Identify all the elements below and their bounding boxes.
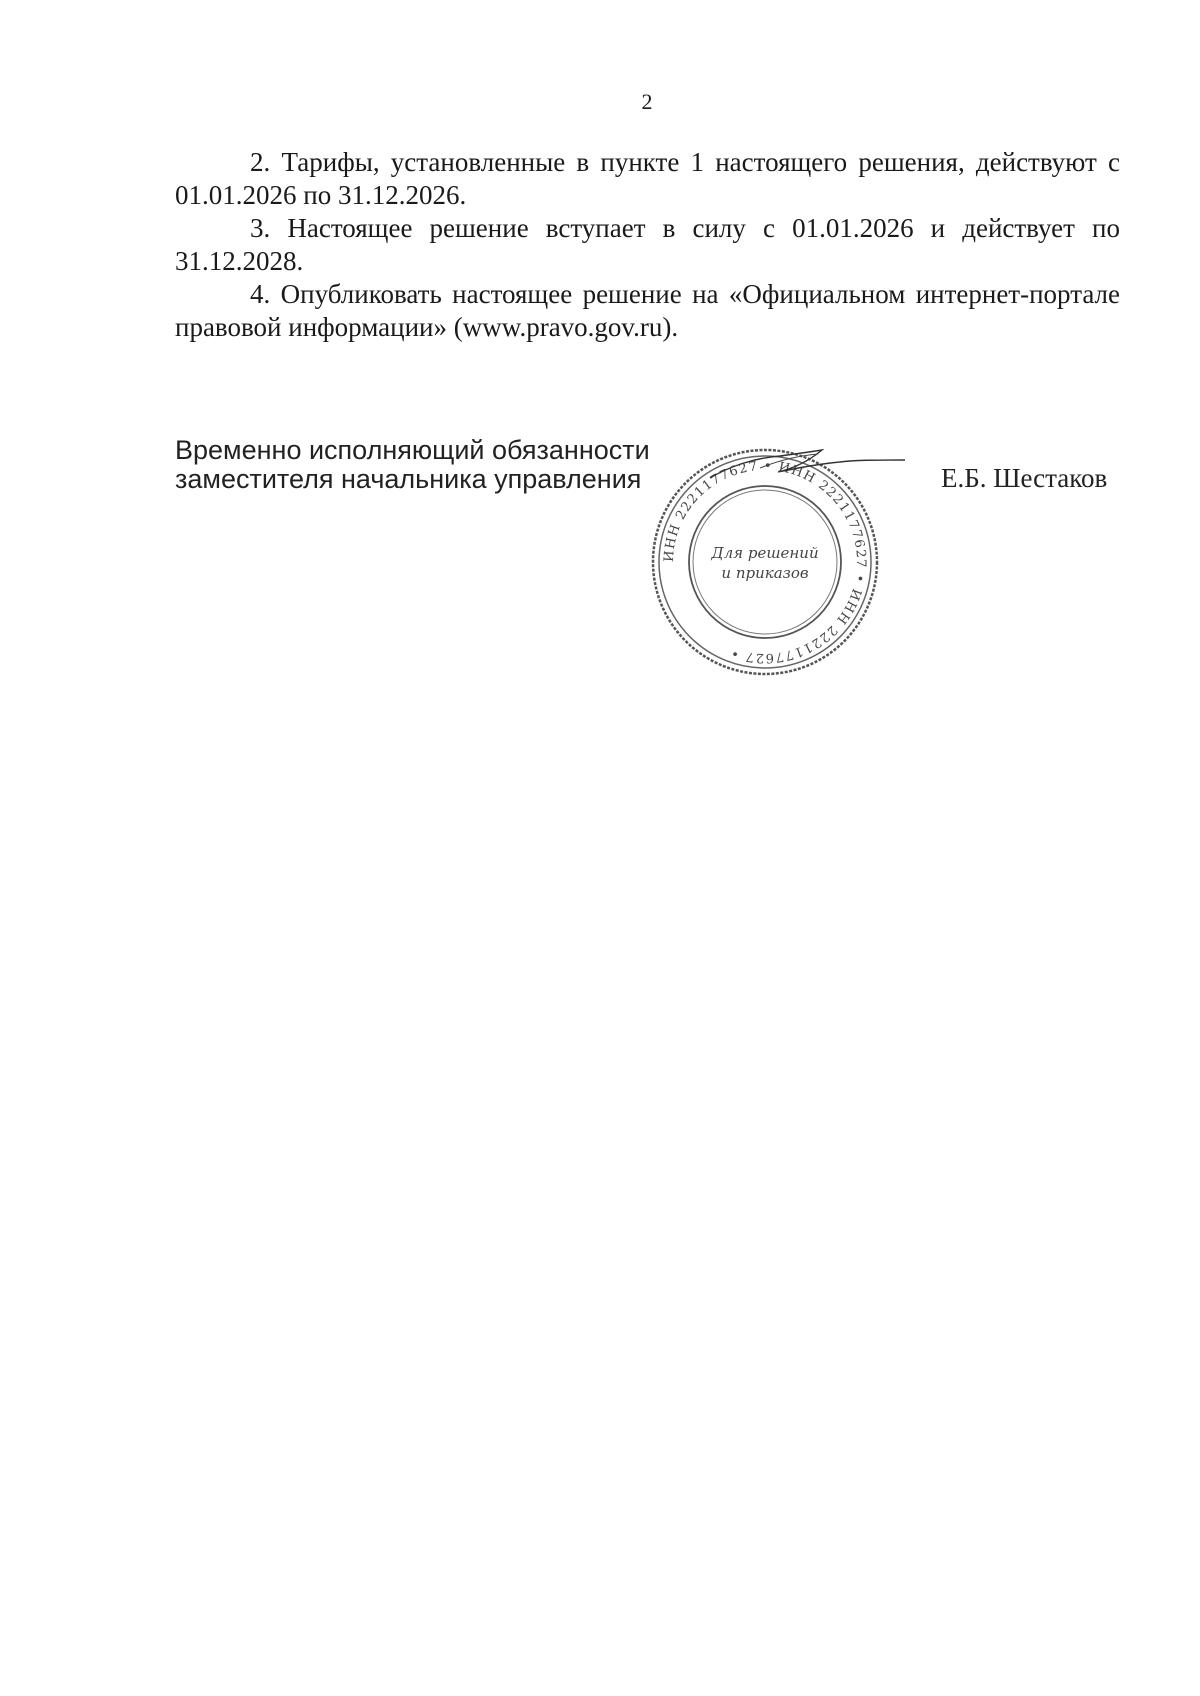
stamp-inner-line2: и приказов (721, 564, 809, 582)
paragraph-4: 4. Опубликовать настоящее решение на «Официальном интернет-портале правовой информации» (www.pravo.gov.ru). (175, 279, 1120, 342)
stamp-ring-text: ИНН 2221177627 • ИНН 2221177627 • ИНН 2221177627 • (661, 458, 869, 666)
stamp-inner-line1: Для решений (711, 544, 819, 562)
signatory-name: Е.Б. Шестаков (941, 463, 1108, 493)
signatory-position (175, 436, 650, 494)
paragraph-3: 3. Настоящее решение вступает в силу с 01.01.2026 и действует по 31.12.2028. (175, 213, 1120, 276)
signatory-position-line2: заместителя начальника управления (175, 464, 642, 494)
page-number: 2 (641, 89, 653, 114)
handwritten-signature (700, 438, 910, 498)
paragraph-2: 2. Тарифы, установленные в пункте 1 настоящего решения, действуют с 01.01.2026 по 31.12.2026. (175, 147, 1120, 210)
signatory-position-line1: Временно исполняющий обязанности (175, 435, 650, 465)
document-body (175, 146, 1120, 344)
